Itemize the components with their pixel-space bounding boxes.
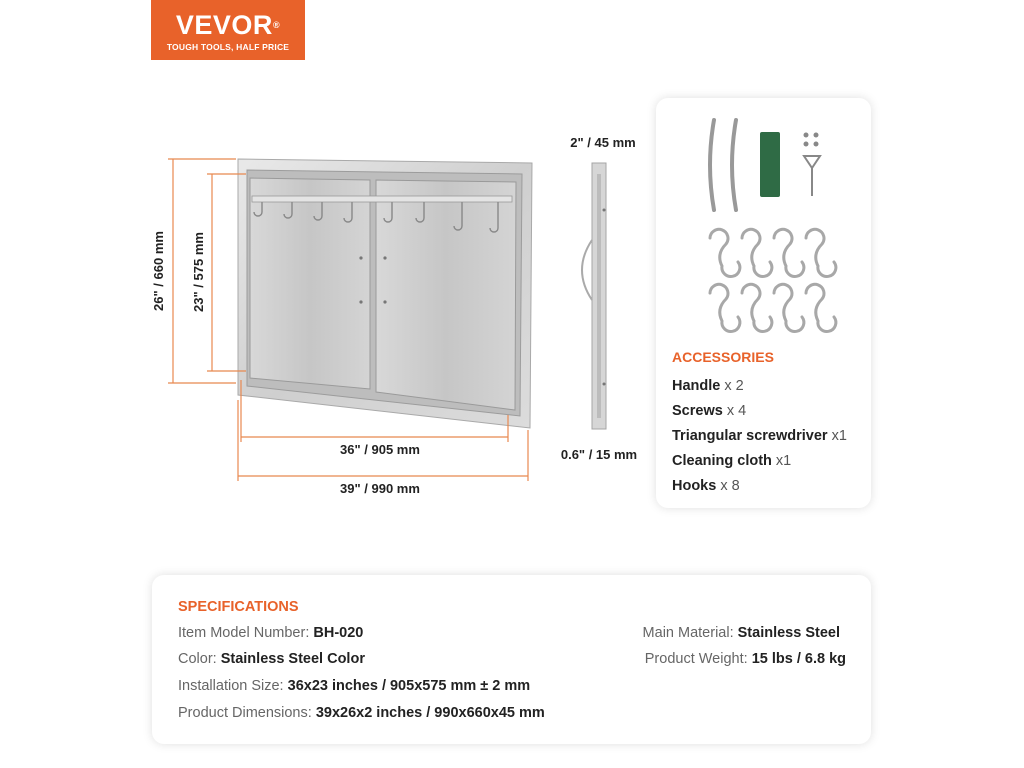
accessories-title: ACCESSORIES [672, 349, 774, 365]
accessories-list [672, 374, 847, 499]
spec-material: Main Material: Stainless Steel [642, 625, 840, 641]
spec-product-dimensions: Product Dimensions: 39x26x2 inches / 990x660x45 mm [178, 705, 545, 721]
spec-weight: Product Weight: 15 lbs / 6.8 kg [644, 651, 846, 667]
dim-width-outer: 39" / 990 mm [340, 481, 420, 496]
accessories-card [656, 98, 871, 508]
spec-color: Color: Stainless Steel Color [178, 651, 365, 667]
product-dimension-diagram [0, 0, 650, 520]
right-door [376, 180, 516, 410]
list-item: Screws x 4 [672, 403, 747, 419]
dim-depth: 2" / 45 mm [570, 135, 636, 150]
list-item: Triangular screwdriver x1 [672, 428, 847, 444]
side-profile [582, 163, 606, 429]
list-item: Handle x 2 [672, 378, 744, 394]
dim-height-inner: 23" / 575 mm [191, 232, 206, 312]
brand-name: VEVOR [175, 10, 273, 40]
screws-icon [804, 133, 819, 147]
hooks-icon [710, 229, 836, 331]
list-item: Hooks x 8 [672, 478, 740, 494]
cleaning-cloth-icon [760, 132, 780, 197]
spec-model: Item Model Number: BH-020 [178, 625, 364, 641]
list-item: Cleaning cloth x1 [672, 453, 792, 469]
dim-height-outer: 26" / 660 mm [151, 231, 166, 311]
accessories-illustration [656, 98, 871, 343]
spec-installation-size: Installation Size: 36x23 inches / 905x575 mm ± 2 mm [178, 678, 531, 694]
brand-tagline: TOUGH TOOLS, HALF PRICE [166, 42, 290, 52]
dim-thickness: 0.6" / 15 mm [560, 447, 638, 462]
handle-icon [710, 120, 736, 210]
specifications-title: SPECIFICATIONS [178, 599, 299, 615]
dim-width-inner: 36" / 905 mm [340, 442, 420, 457]
screwdriver-icon [804, 156, 820, 196]
registered-mark: ® [272, 20, 281, 30]
specifications-card [152, 575, 871, 744]
